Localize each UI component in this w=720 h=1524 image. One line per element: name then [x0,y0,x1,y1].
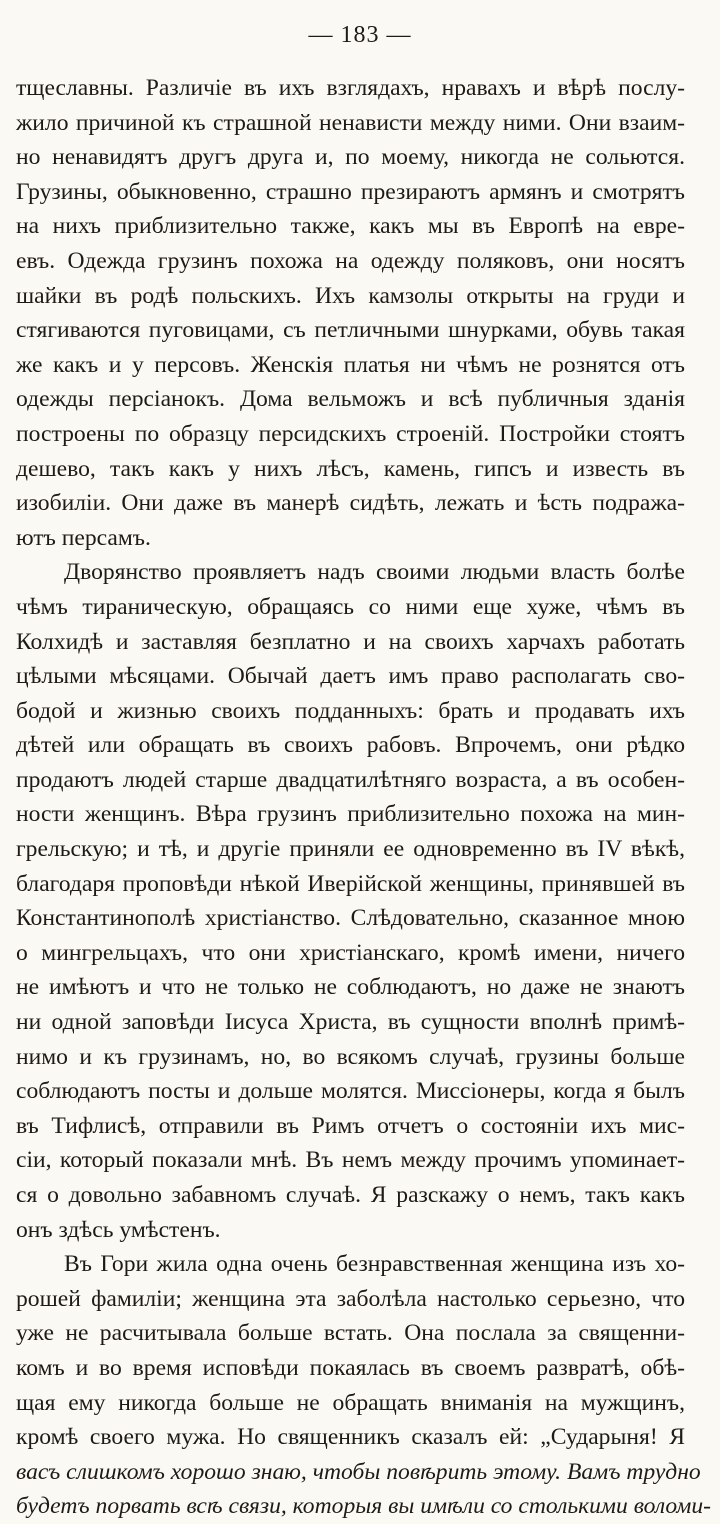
text-line: комъ и во время исповѣди покаялась въ своемъ развратѣ, обѣ- [16,1354,685,1381]
text-line: соблюдаютъ посты и дольше молятся. Миссіонеры, когда я былъ [16,1078,685,1105]
text-line: благодаря проповѣди нѣкой Иверійской женщины, принявшей въ [16,870,685,897]
text-line: онъ здѣсь умѣстенъ. [16,1216,221,1243]
text-line: шайки въ родѣ польскихъ. Ихъ камзолы открыты на груди и [16,282,685,309]
text-line: тщеславны. Различіе въ ихъ взглядахъ, нравахъ и вѣрѣ послу- [16,75,685,101]
text-body [16,71,712,1524]
text-line: кромѣ своего мужа. Но священникъ сказалъ ей: „Сударыня! Я [16,1424,685,1451]
paragraph [16,1247,712,1524]
text-line: ности женщинъ. Вѣра грузинъ приблизительно похожа на мин- [16,801,685,828]
text-line: бодой и жизнью своихъ подданныхъ: брать и продавать ихъ [16,697,685,724]
text-line: ютъ персамъ. [16,524,151,551]
text-line: Дворянство проявляетъ надъ своими людьми власть болѣе [64,559,685,586]
text-line: щая ему никогда больше не обращать вниманія на мужщинъ, [16,1389,685,1416]
page-number: — 183 — [308,22,412,48]
text-line: о мингрельцахъ, что они христіанскаго, кромѣ имени, ничего [16,939,685,966]
text-line: но ненавидятъ другъ друга и, по моему, никогда не сольются. [16,144,685,171]
text-line: дѣтей или обращать въ своихъ рабовъ. Впрочемъ, они рѣдко [16,732,685,759]
text-line: Въ Гори жила одна очень безнравственная женщина изъ хо- [64,1251,685,1278]
text-line: не имѣютъ и что не только не соблюдаютъ, но даже не знаютъ [16,974,685,1001]
text-line: цѣлыми мѣсяцами. Обычай даетъ имъ право располагать сво- [16,663,685,690]
text-line: грельскую; и тѣ, и другіе приняли ее одновременно въ IV вѣкѣ, [16,836,685,863]
paragraph [16,555,685,1247]
text-line: дешево, такъ какъ у нихъ лѣсъ, камень, гипсъ и известь въ [16,455,685,482]
text-line: рошей фамиліи; женщина эта заболѣла настолько серьезно, что [16,1285,685,1312]
text-line: изобиліи. Они даже въ манерѣ сидѣть, лежать и ѣсть подража- [16,490,685,517]
text-line: будетъ порвать всѣ связи, которыя вы имѣли со столькими воломи- [16,1493,712,1520]
text-line: построены по образцу персидскихъ строеній. Постройки стоятъ [16,420,685,447]
text-line: ни одной заповѣди Іисуса Христа, въ сущности вполнѣ примѣ- [16,1009,685,1036]
page-bottom-margin [0,1170,720,1280]
text-line: же какъ и у персовъ. Женскія платья ни чѣмъ не рознятся отъ [16,351,685,378]
text-line: уже не расчитывала больше встать. Она послала за священни- [16,1320,685,1347]
text-line: евъ. Одежда грузинъ похожа на одежду поляковъ, они носятъ [16,247,685,274]
text-line: одежды персіанокъ. Дома вельможъ и всѣ публичныя зданія [16,386,685,413]
text-line: стягиваются пуговицами, съ петличными шнурками, обувь такая [16,317,685,344]
text-line: Колхидѣ и заставляя безплатно и на своихъ харчахъ работать [16,628,685,655]
text-line: сіи, который показали мнѣ. Въ немъ между прочимъ упоминает- [16,1147,685,1174]
text-line: на нихъ приблизительно также, какъ мы въ Европѣ на евре- [16,213,685,240]
text-line: въ Тифлисѣ, отправили въ Римъ отчетъ о состояніи ихъ мис- [16,1112,685,1139]
paragraph [16,71,685,555]
text-line: Грузины, обыкновенно, страшно презираютъ армянъ и смотрятъ [16,178,685,205]
text-line: чѣмъ тираническую, обращаясь со ними еще хуже, чѣмъ въ [16,593,685,620]
text-line: ся о довольно забавномъ случаѣ. Я разскажу о немъ, такъ какъ [16,1182,685,1208]
text-line: нимо и къ грузинамъ, но, во всякомъ случаѣ, грузины больше [16,1043,685,1070]
text-line: васъ слишкомъ хорошо знаю, чтобы повѣрить этому. Вамъ трудно [16,1458,701,1485]
text-line: продаютъ людей старше двадцатилѣтняго возраста, а въ особен- [16,766,685,793]
text-line: жило причиной къ страшной ненависти между ними. Они взаим- [16,109,685,136]
text-line: Константинополѣ христіанство. Слѣдовательно, сказанное мною [16,905,685,932]
